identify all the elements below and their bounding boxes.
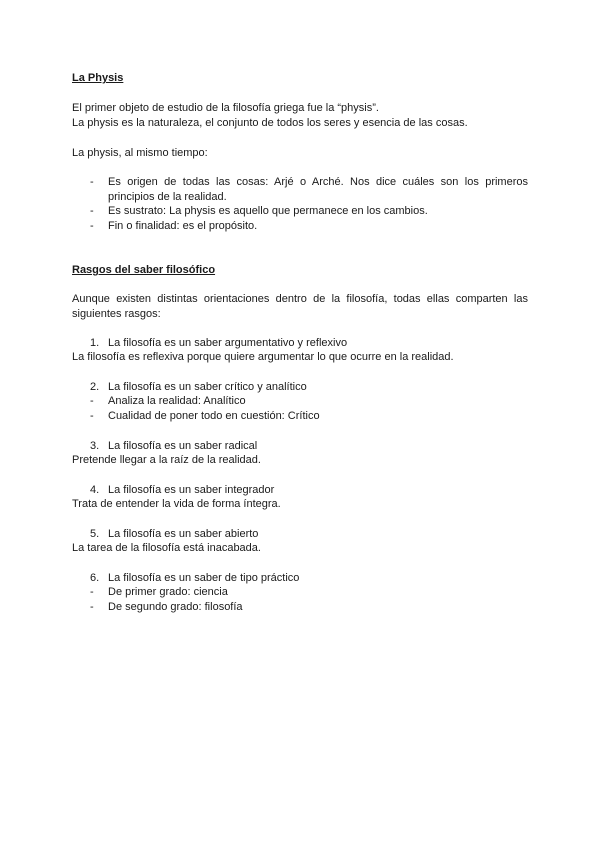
bullet-dash: - bbox=[90, 220, 94, 232]
list-item-text: La filosofía es un saber radical bbox=[108, 440, 258, 452]
bullet-dash: - bbox=[90, 176, 94, 188]
list-item-text: La filosofía es un saber abierto bbox=[108, 528, 259, 540]
bullet-text: Es origen de todas las cosas: Arjé o Arché. Nos dice cuáles son los primeros bbox=[108, 176, 528, 188]
list-number: 5. bbox=[90, 528, 100, 540]
list-number: 3. bbox=[90, 440, 100, 452]
sub-bullet-text: De segundo grado: filosofía bbox=[108, 601, 243, 613]
bullet-text: Es sustrato: La physis es aquello que permanece en los cambios. bbox=[108, 205, 428, 217]
paragraph: La physis es la naturaleza, el conjunto de todos los seres y esencia de las cosas. bbox=[72, 117, 468, 129]
sub-bullet-text: Analiza la realidad: Analítico bbox=[108, 395, 246, 407]
section-title-rasgos: Rasgos del saber filosófico bbox=[72, 264, 216, 276]
list-number: 2. bbox=[90, 381, 100, 393]
list-number: 6. bbox=[90, 572, 100, 584]
bullet-dash: - bbox=[90, 205, 94, 217]
bullet-dash: - bbox=[90, 601, 94, 613]
list-item-description: La tarea de la filosofía está inacabada. bbox=[72, 542, 261, 554]
list-item-description: Pretende llegar a la raíz de la realidad. bbox=[72, 454, 261, 466]
bullet-dash: - bbox=[90, 586, 94, 598]
section-title-la-physis: La Physis bbox=[72, 72, 124, 84]
paragraph: Aunque existen distintas orientaciones dentro de la filosofía, todas ellas comparten las bbox=[72, 293, 528, 305]
paragraph: La physis, al mismo tiempo: bbox=[72, 147, 208, 159]
paragraph: El primer objeto de estudio de la filosofía griega fue la “physis”. bbox=[72, 102, 379, 114]
list-item-text: La filosofía es un saber argumentativo y reflexivo bbox=[108, 337, 348, 349]
bullet-text-continued: principios de la realidad. bbox=[108, 191, 227, 203]
list-item-description: Trata de entender la vida de forma íntegra. bbox=[72, 498, 281, 510]
list-number: 1. bbox=[90, 337, 100, 349]
list-item-text: La filosofía es un saber crítico y analítico bbox=[108, 381, 307, 393]
sub-bullet-text: De primer grado: ciencia bbox=[108, 586, 228, 598]
list-item-description: La filosofía es reflexiva porque quiere argumentar lo que ocurre en la realidad. bbox=[72, 351, 454, 363]
list-item-text: La filosofía es un saber de tipo práctico bbox=[108, 572, 300, 584]
paragraph: siguientes rasgos: bbox=[72, 308, 161, 320]
bullet-text: Fin o finalidad: es el propósito. bbox=[108, 220, 258, 232]
list-item-text: La filosofía es un saber integrador bbox=[108, 484, 275, 496]
list-number: 4. bbox=[90, 484, 100, 496]
sub-bullet-text: Cualidad de poner todo en cuestión: Crítico bbox=[108, 410, 320, 422]
bullet-dash: - bbox=[90, 395, 94, 407]
bullet-dash: - bbox=[90, 410, 94, 422]
